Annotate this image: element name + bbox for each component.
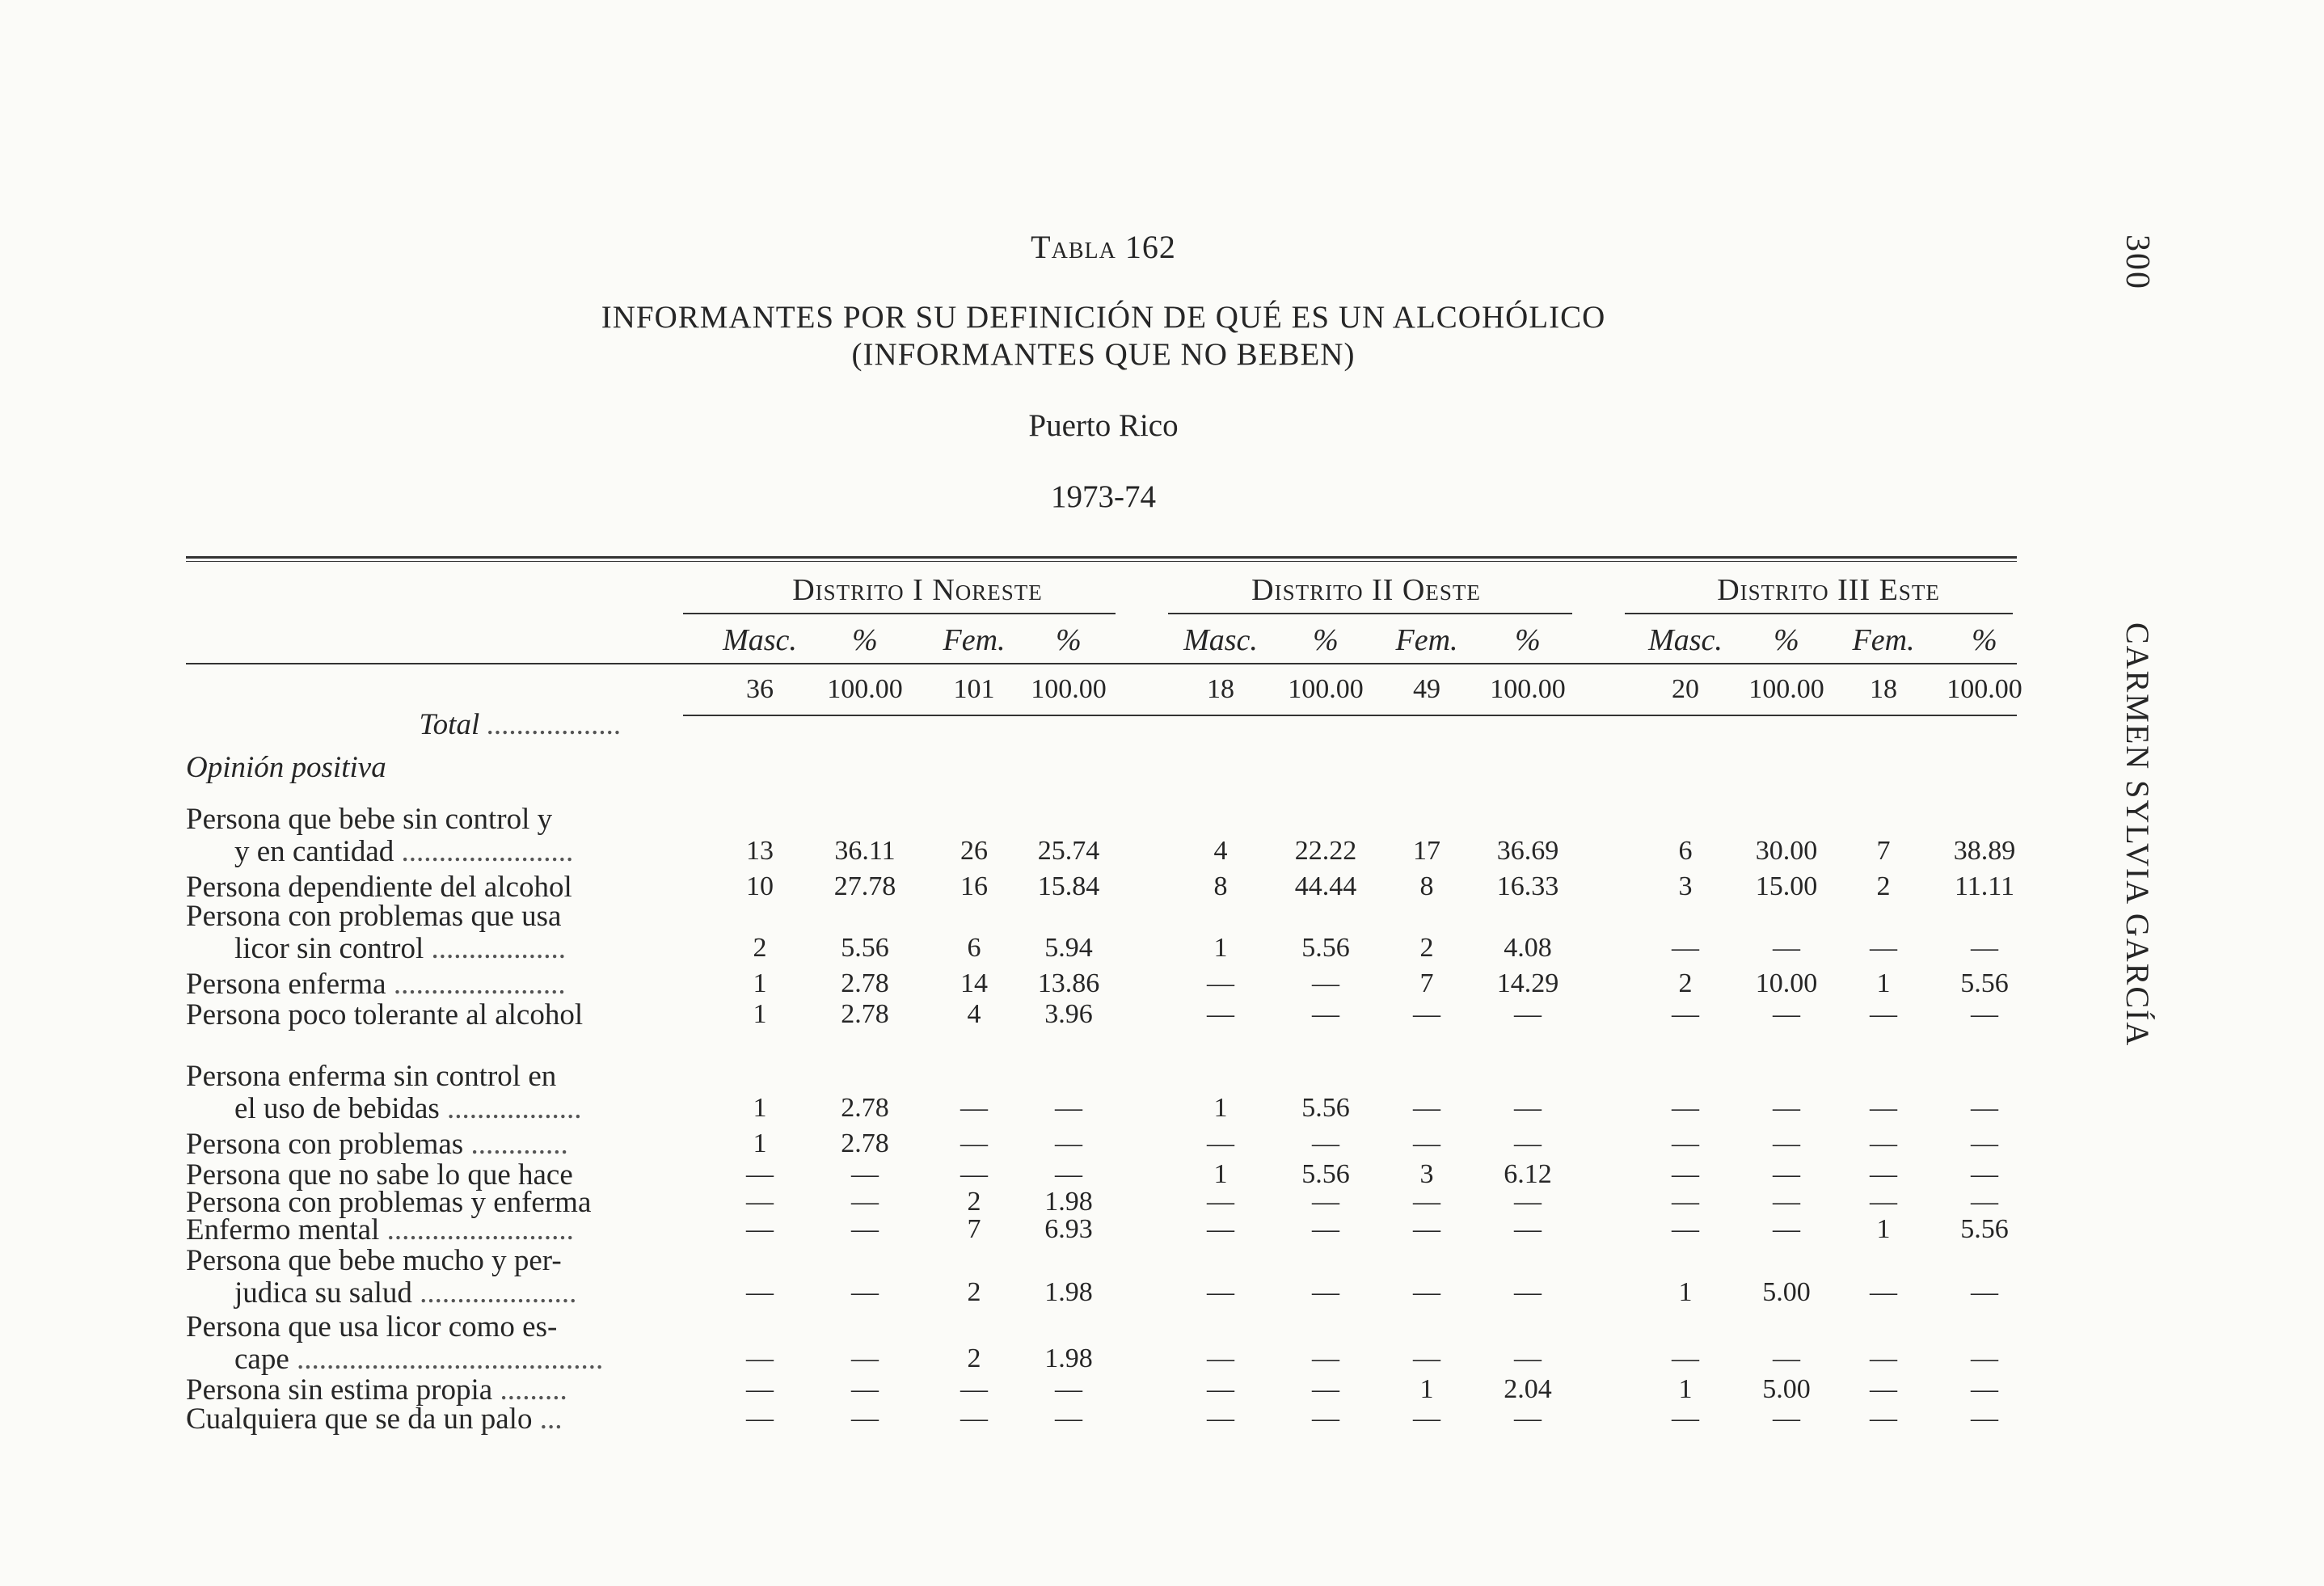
table-cell: — xyxy=(851,1214,879,1244)
table-cell: — xyxy=(1773,1159,1800,1189)
table-cell: — xyxy=(1055,1128,1082,1158)
table-cell: 16.33 xyxy=(1496,871,1559,901)
table-cell: 3 xyxy=(1419,1159,1434,1189)
table-cell: 16 xyxy=(960,871,988,901)
table-cell: — xyxy=(1672,1187,1699,1217)
table-cell: — xyxy=(1971,1159,1998,1189)
table-cell: 1 xyxy=(1213,1159,1228,1189)
table-cell: — xyxy=(1870,999,1897,1029)
table-cell: — xyxy=(1971,1277,1998,1307)
table-cell: — xyxy=(960,1128,988,1158)
table-cell: — xyxy=(851,1277,879,1307)
table-cell: 2 xyxy=(967,1187,981,1217)
column-header: % xyxy=(1313,623,1339,657)
table-cell: — xyxy=(1870,1403,1897,1433)
row-label-text: Persona con problemas y enferma xyxy=(186,1186,592,1219)
table-cell: — xyxy=(1514,1128,1542,1158)
row-label-line1: Persona que usa licor como es- xyxy=(186,1310,558,1343)
table-cell: — xyxy=(1312,1343,1339,1373)
table-cell: — xyxy=(1773,999,1800,1029)
table-cell: 4 xyxy=(1213,836,1228,866)
table-cell: 1 xyxy=(1876,1214,1891,1244)
column-header: % xyxy=(1056,623,1082,657)
table-cell: — xyxy=(851,1343,879,1373)
table-cell: — xyxy=(1773,1403,1800,1433)
table-cell: — xyxy=(1514,999,1542,1029)
table-cell: — xyxy=(1207,1277,1234,1307)
table-cell: — xyxy=(1672,933,1699,963)
total-bottom-rule xyxy=(683,715,2017,716)
row-label-line1: Persona que bebe sin control y xyxy=(186,803,553,836)
row-label-text: Persona poco tolerante al alcohol xyxy=(186,998,584,1031)
table-cell: 8 xyxy=(1213,871,1228,901)
table-cell: — xyxy=(1413,1214,1440,1244)
district-1-rule xyxy=(683,613,1116,614)
table-cell: — xyxy=(746,1403,774,1433)
table-cell: — xyxy=(1870,1277,1897,1307)
table-cell: 8 xyxy=(1419,871,1434,901)
table-cell: 2.78 xyxy=(841,968,889,998)
table-cell: — xyxy=(1207,1343,1234,1373)
row-label-line2: judica su salud ..................... xyxy=(234,1276,577,1310)
district-3-label: Distrito III Este xyxy=(1717,573,1940,607)
table-caption-text: Tabla 162 xyxy=(1031,229,1176,265)
table-cell: — xyxy=(1672,1343,1699,1373)
table-cell: 2 xyxy=(1678,968,1693,998)
table-cell: — xyxy=(1514,1187,1542,1217)
table-cell: — xyxy=(1312,1187,1339,1217)
running-head: CARMEN SYLVIA GARCÍA xyxy=(2119,622,2156,1048)
table-cell: 5.56 xyxy=(1301,933,1350,963)
table-cell: — xyxy=(1207,1214,1234,1244)
table-cell: — xyxy=(1207,1403,1234,1433)
table-cell: — xyxy=(1672,1403,1699,1433)
column-header: % xyxy=(1515,623,1541,657)
row-label xyxy=(186,998,583,1032)
table-cell: 17 xyxy=(1413,836,1440,866)
table-cell: 5.00 xyxy=(1762,1374,1811,1404)
column-header: % xyxy=(1972,623,1997,657)
table-cell: — xyxy=(1514,1277,1542,1307)
table-cell: 2.78 xyxy=(841,1093,889,1123)
table-cell: 6 xyxy=(967,933,981,963)
table-cell: 3 xyxy=(1678,871,1693,901)
row-label-text: licor sin control xyxy=(234,932,424,965)
table-cell: — xyxy=(1971,1093,1998,1123)
table-cell: 26 xyxy=(960,836,988,866)
table-cell: — xyxy=(1413,1403,1440,1433)
table-cell: 10.00 xyxy=(1755,968,1818,998)
table-cell: — xyxy=(851,1403,879,1433)
section-heading: Opinión positiva xyxy=(186,751,386,784)
table-cell: — xyxy=(1055,1093,1082,1123)
table-cell: — xyxy=(1870,1159,1897,1189)
table-cell: 5.94 xyxy=(1044,933,1093,963)
row-label-line2: licor sin control .................. xyxy=(234,932,567,965)
table-cell: 36.11 xyxy=(834,836,896,866)
table-cell: — xyxy=(1514,1403,1542,1433)
row-label-text: judica su salud xyxy=(234,1276,412,1310)
row-label: Enfermo mental ......................... xyxy=(186,1213,574,1246)
table-cell: 30.00 xyxy=(1755,836,1818,866)
column-header: % xyxy=(852,623,878,657)
table-cell: 2 xyxy=(967,1277,981,1307)
table-cell: 5.56 xyxy=(1960,1214,2009,1244)
table-cell: 1 xyxy=(1419,1374,1434,1404)
table-cell: — xyxy=(1207,968,1234,998)
table-cell: — xyxy=(1312,1277,1339,1307)
table-cell: — xyxy=(746,1343,774,1373)
table-cell: — xyxy=(1413,1187,1440,1217)
table-cell: 1 xyxy=(1678,1374,1693,1404)
total-label: Total .................. xyxy=(419,708,622,741)
table-cell: 6.12 xyxy=(1504,1159,1552,1189)
table-cell: — xyxy=(1971,999,1998,1029)
table-cell: 27.78 xyxy=(833,871,896,901)
table-cell: 5.56 xyxy=(841,933,889,963)
table-cell: 7 xyxy=(967,1214,981,1244)
table-cell: 15.00 xyxy=(1755,871,1818,901)
table-cell: 38.89 xyxy=(1953,836,2016,866)
table-cell: — xyxy=(1312,1214,1339,1244)
district-2-rule xyxy=(1168,613,1572,614)
row-label-text: Persona sin estima propia xyxy=(186,1373,493,1407)
table-cell: — xyxy=(1207,1128,1234,1158)
table-cell: — xyxy=(1773,1128,1800,1158)
table-cell: — xyxy=(1672,1214,1699,1244)
total-cell: 100.00 xyxy=(827,674,903,704)
row-label-text: y en cantidad xyxy=(234,835,394,868)
row-label-line2: el uso de bebidas .................. xyxy=(234,1092,582,1125)
table-cell: — xyxy=(1312,968,1339,998)
row-label: Persona con problemas ............. xyxy=(186,1128,568,1161)
table-cell: 13 xyxy=(746,836,774,866)
column-header: Fem. xyxy=(1852,623,1915,657)
table-cell: — xyxy=(1312,1128,1339,1158)
row-label: Persona sin estima propia ......... xyxy=(186,1373,567,1407)
table-cell: 1 xyxy=(1213,1093,1228,1123)
table-cell: 5.56 xyxy=(1960,968,2009,998)
page-number: 300 xyxy=(2119,234,2156,290)
table-top-rule xyxy=(186,556,2017,559)
table-cell: 2.78 xyxy=(841,999,889,1029)
table-cell: — xyxy=(1413,999,1440,1029)
table-title-line2: (INFORMANTES QUE NO BEBEN) xyxy=(851,337,1356,372)
table-cell: 4 xyxy=(967,999,981,1029)
table-cell: — xyxy=(1207,999,1234,1029)
column-header: Fem. xyxy=(943,623,1006,657)
table-cell: — xyxy=(1870,933,1897,963)
table-cell: — xyxy=(1773,1093,1800,1123)
table-cell: 13.86 xyxy=(1037,968,1100,998)
row-label-text: el uso de bebidas xyxy=(234,1092,440,1125)
table-cell: — xyxy=(1312,1403,1339,1433)
total-cell: 100.00 xyxy=(1490,674,1566,704)
table-cell: 11.11 xyxy=(1955,871,2014,901)
row-label-text: Persona que no sabe lo que hace xyxy=(186,1158,573,1192)
row-label-text: Persona con problemas xyxy=(186,1128,464,1161)
table-cell: — xyxy=(1971,933,1998,963)
district-1-label: Distrito I Noreste xyxy=(792,573,1043,607)
table-cell: — xyxy=(746,1214,774,1244)
table-cell: 5.56 xyxy=(1301,1093,1350,1123)
district-3-header xyxy=(1717,572,1940,608)
table-cell: 44.44 xyxy=(1294,871,1357,901)
row-label: Cualquiera que se da un palo ... xyxy=(186,1403,563,1436)
table-cell: — xyxy=(1055,1159,1082,1189)
table-cell: 22.22 xyxy=(1294,836,1357,866)
district-3-rule xyxy=(1625,613,2013,614)
row-label-text: Persona enferma xyxy=(186,968,386,1001)
total-cell: 100.00 xyxy=(1031,674,1107,704)
table-cell: — xyxy=(1773,1187,1800,1217)
table-cell: 2 xyxy=(1419,933,1434,963)
table-cell: 6.93 xyxy=(1044,1214,1093,1244)
table-cell: 5.56 xyxy=(1301,1159,1350,1189)
table-cell: — xyxy=(1870,1187,1897,1217)
table-cell: 2.78 xyxy=(841,1128,889,1158)
row-label-line1: Persona que bebe mucho y per- xyxy=(186,1244,562,1277)
total-cell: 101 xyxy=(953,674,995,704)
table-cell: 1 xyxy=(753,968,767,998)
table-cell: — xyxy=(746,1159,774,1189)
total-cell: 49 xyxy=(1413,674,1440,704)
table-cell: — xyxy=(1672,999,1699,1029)
table-cell: — xyxy=(1773,1214,1800,1244)
total-cell: 100.00 xyxy=(1748,674,1824,704)
row-label-text: Enfermo mental xyxy=(186,1213,380,1246)
table-cell: — xyxy=(1514,1214,1542,1244)
table-cell: — xyxy=(746,1374,774,1404)
table-cell: — xyxy=(1413,1093,1440,1123)
table-cell: — xyxy=(1514,1343,1542,1373)
table-cell: 1 xyxy=(753,1128,767,1158)
table-cell: — xyxy=(1672,1128,1699,1158)
table-cell: 2 xyxy=(1876,871,1891,901)
column-header: Fem. xyxy=(1395,623,1458,657)
table-cell: 10 xyxy=(746,871,774,901)
column-header: % xyxy=(1774,623,1799,657)
table-cell: — xyxy=(960,1093,988,1123)
table-cell: — xyxy=(851,1159,879,1189)
total-cell: 18 xyxy=(1870,674,1897,704)
table-cell: 1 xyxy=(753,1093,767,1123)
table-cell: 1 xyxy=(1213,933,1228,963)
column-header: Masc. xyxy=(723,623,797,657)
total-cell: 18 xyxy=(1207,674,1234,704)
table-cell: 6 xyxy=(1678,836,1693,866)
table-cell: — xyxy=(960,1159,988,1189)
table-cell: 14.29 xyxy=(1496,968,1559,998)
table-cell: — xyxy=(1312,999,1339,1029)
table-cell: 14 xyxy=(960,968,988,998)
table-top-rule-thin xyxy=(186,561,2017,562)
table-cell: — xyxy=(960,1374,988,1404)
table-caption xyxy=(1031,228,1176,266)
table-cell: 2 xyxy=(967,1343,981,1373)
total-cell: 100.00 xyxy=(1947,674,2022,704)
table-cell: — xyxy=(1773,1343,1800,1373)
table-cell: 1 xyxy=(1876,968,1891,998)
table-cell: — xyxy=(1055,1374,1082,1404)
table-cell: — xyxy=(851,1187,879,1217)
table-cell: — xyxy=(1971,1187,1998,1217)
table-cell: — xyxy=(746,1277,774,1307)
row-label: Persona enferma ....................... xyxy=(186,968,566,1001)
row-label-text: Persona dependiente del alcohol xyxy=(186,871,572,904)
total-cell: 20 xyxy=(1672,674,1699,704)
table-cell: — xyxy=(1207,1374,1234,1404)
table-cell: 4.08 xyxy=(1504,933,1552,963)
table-cell: — xyxy=(1971,1403,1998,1433)
row-label-line1: Persona enferma sin control en xyxy=(186,1060,557,1093)
table-cell: — xyxy=(1870,1343,1897,1373)
years-label: 1973-74 xyxy=(1051,479,1156,514)
district-2-header xyxy=(1251,572,1481,608)
table-cell: 36.69 xyxy=(1496,836,1559,866)
table-cell: 1.98 xyxy=(1044,1277,1093,1307)
table-cell: — xyxy=(1413,1343,1440,1373)
total-cell: 36 xyxy=(746,674,774,704)
table-cell: 25.74 xyxy=(1037,836,1100,866)
table-cell: — xyxy=(851,1374,879,1404)
table-cell: — xyxy=(1971,1343,1998,1373)
table-cell: 7 xyxy=(1419,968,1434,998)
table-cell: — xyxy=(1870,1128,1897,1158)
table-cell: — xyxy=(1312,1374,1339,1404)
table-cell: — xyxy=(1514,1093,1542,1123)
table-cell: — xyxy=(1672,1159,1699,1189)
table-cell: 1.98 xyxy=(1044,1187,1093,1217)
table-title-line1: INFORMANTES POR SU DEFINICIÓN DE QUÉ ES UN ALCOHÓLICO xyxy=(601,300,1606,335)
place-label: Puerto Rico xyxy=(1028,408,1179,443)
table-cell: 1 xyxy=(753,999,767,1029)
table-cell: 2.04 xyxy=(1504,1374,1552,1404)
district-2-label: Distrito II Oeste xyxy=(1251,573,1481,607)
table-cell: 3.96 xyxy=(1044,999,1093,1029)
row-label-text: cape xyxy=(234,1343,289,1376)
row-label-text: Cualquiera que se da un palo xyxy=(186,1403,533,1436)
header-bottom-rule xyxy=(186,663,2017,664)
table-cell: — xyxy=(1413,1128,1440,1158)
row-label-line2: y en cantidad ....................... xyxy=(234,835,574,868)
column-header: Masc. xyxy=(1183,623,1258,657)
district-1-header xyxy=(792,572,1043,608)
table-cell: — xyxy=(960,1403,988,1433)
total-cell: 100.00 xyxy=(1288,674,1364,704)
table-cell: — xyxy=(1870,1374,1897,1404)
row-label-line1: Persona con problemas que usa xyxy=(186,900,562,933)
table-cell: — xyxy=(746,1187,774,1217)
table-cell: 5.00 xyxy=(1762,1277,1811,1307)
table-cell: — xyxy=(1055,1403,1082,1433)
table-cell: — xyxy=(1413,1277,1440,1307)
table-cell: — xyxy=(1773,933,1800,963)
table-cell: 1 xyxy=(1678,1277,1693,1307)
table-cell: — xyxy=(1971,1128,1998,1158)
row-label-line2: cape ......................................... xyxy=(234,1343,604,1376)
table-cell: — xyxy=(1971,1374,1998,1404)
table-cell: 2 xyxy=(753,933,767,963)
table-cell: 1.98 xyxy=(1044,1343,1093,1373)
column-header: Masc. xyxy=(1648,623,1723,657)
table-cell: 15.84 xyxy=(1037,871,1100,901)
total-label-text: Total xyxy=(419,708,480,741)
table-cell: — xyxy=(1672,1093,1699,1123)
table-cell: 7 xyxy=(1876,836,1891,866)
table-cell: — xyxy=(1207,1187,1234,1217)
table-cell: — xyxy=(1870,1093,1897,1123)
